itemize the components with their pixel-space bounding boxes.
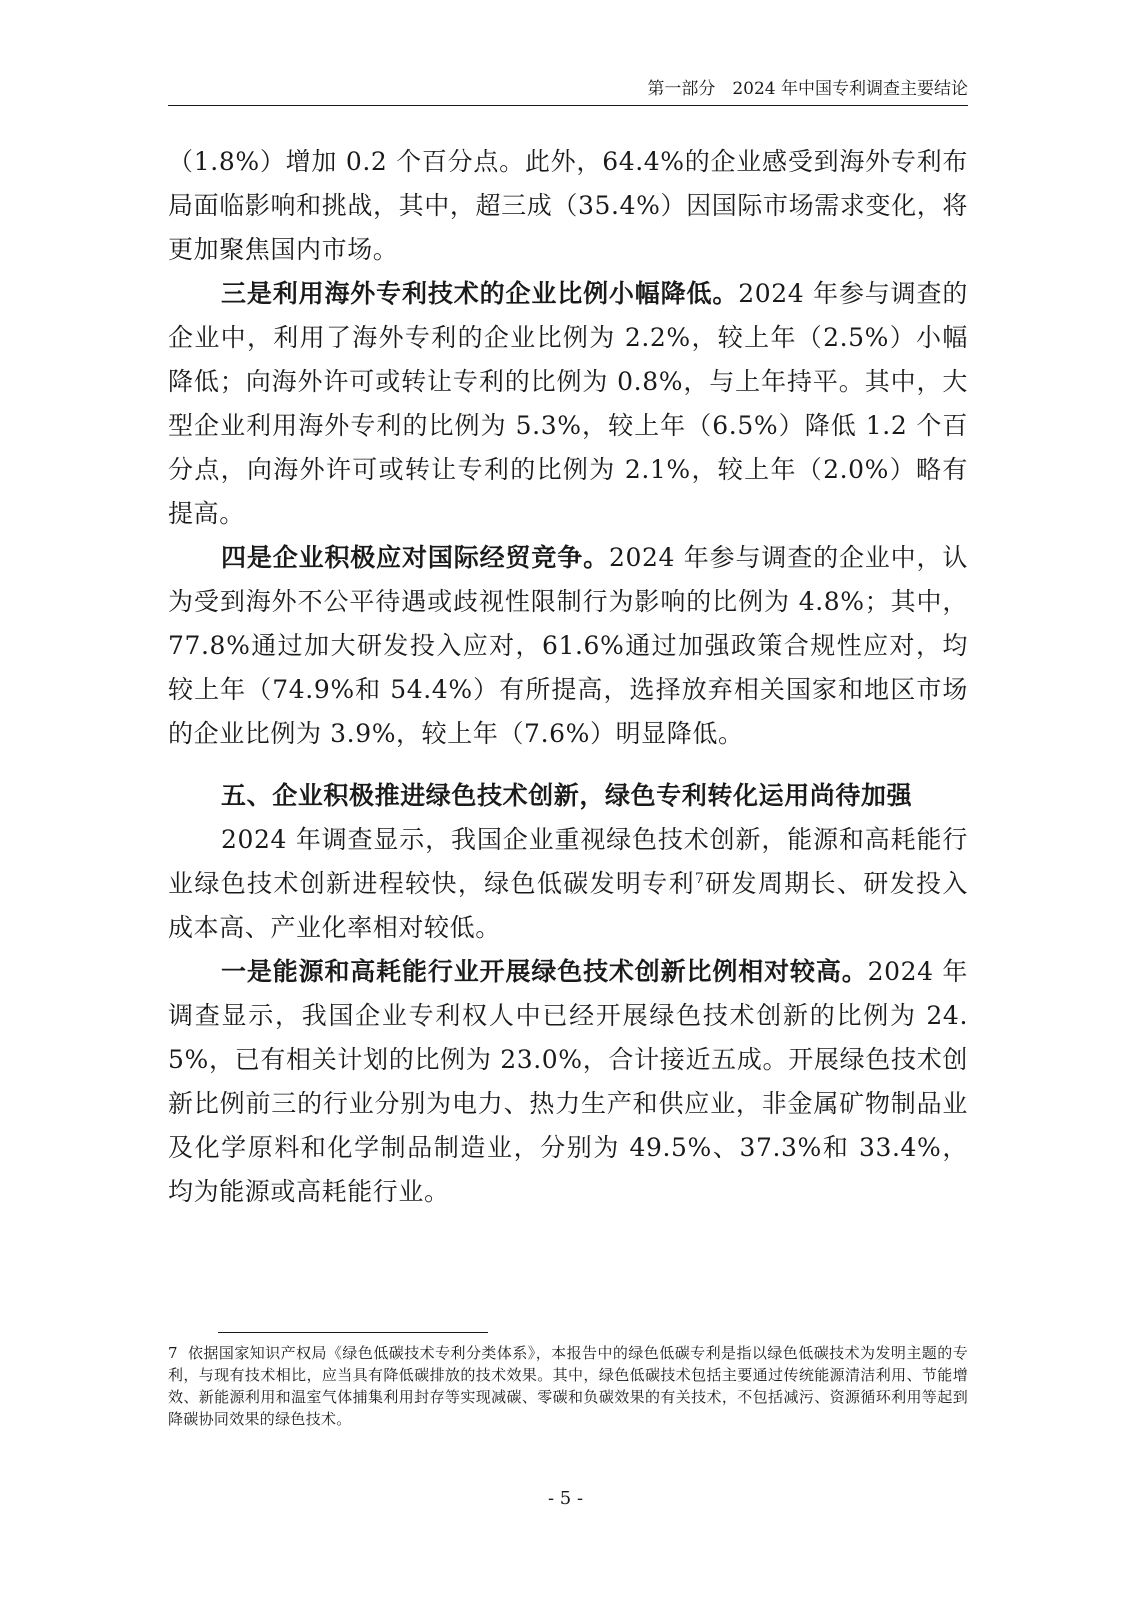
paragraph-text: 研发周期长、研发投入成本高、产业化率相对较低。 bbox=[168, 869, 968, 942]
paragraph-overseas-patent-use bbox=[168, 272, 968, 536]
page-header bbox=[168, 78, 968, 104]
header-divider bbox=[168, 105, 968, 106]
footnote-text: 依据国家知识产权局《绿色低碳技术专利分类体系》，本报告中的绿色低碳专利是指以绿色低碳技术为发明主题的专利，与现有技术相比，应当具有降低碳排放的技术效果。其中，绿色低碳技术包括主要通过传统能源清洁利用、节能增效、新能源利用和温室气体捕集利用封存等实现减碳、零碳和负碳效果的有关技术，不包括减污、资源循环利用等起到降碳协同效果的绿色技术。 bbox=[168, 1344, 968, 1428]
paragraph-text: 2024 年参与调查的企业中，认为受到海外不公平待遇或歧视性限制行为影响的比例为 4.8%；其中，77.8%通过加大研发投入应对，61.6%通过加强政策合规性应对，均较上年（74.9%和 54.4%）有所提高，选择放弃相关国家和地区市场的企业比例为 3.9%，较上年（7.6%）明显降低。 bbox=[168, 543, 968, 748]
paragraph-lead-bold: 三是利用海外专利技术的企业比例小幅降低。 bbox=[221, 279, 739, 308]
footnote-divider bbox=[218, 1332, 488, 1333]
footnote bbox=[168, 1342, 968, 1430]
running-header-title: 第一部分 2024 年中国专利调查主要结论 bbox=[647, 79, 968, 99]
paragraph-text: 2024 年参与调查的企业中，利用了海外专利的企业比例为 2.2%，较上年（2.5%）小幅降低；向海外许可或转让专利的比例为 0.8%，与上年持平。其中，大型企业利用海外专利的比例为 5.3%，较上年（6.5%）降低 1.2 个百分点，向海外许可或转让专利的比例为 2.1%，较上年（2.0%）略有提高。 bbox=[168, 279, 968, 528]
paragraph-green-innovation-intro bbox=[168, 818, 968, 950]
paragraph-energy-industries bbox=[168, 950, 968, 1214]
section-heading: 五、企业积极推进绿色技术创新，绿色专利转化运用尚待加强 bbox=[221, 781, 913, 810]
paragraph-continuation: （1.8%）增加 0.2 个百分点。此外，64.4%的企业感受到海外专利布局面临影响和挑战，其中，超三成（35.4%）因国际市场需求变化，将更加聚焦国内市场。 bbox=[168, 147, 968, 264]
paragraph-lead-bold: 四是企业积极应对国际经贸竞争。 bbox=[221, 543, 609, 572]
page-number: - 5 - bbox=[547, 1488, 584, 1509]
paragraph-trade-competition bbox=[168, 536, 968, 756]
paragraph-text: 2024 年调查显示，我国企业专利权人中已经开展绿色技术创新的比例为 24.5%，已有相关计划的比例为 23.0%，合计接近五成。开展绿色技术创新比例前三的行业分别为电力、热力生产和供应业，非金属矿物制品业及化学原料和化学制品制造业，分别为 49.5%、37.3%和 33.4%，均为能源或高耗能行业。 bbox=[168, 957, 968, 1206]
footnote-number: 7 bbox=[168, 1344, 178, 1362]
footnote-body bbox=[168, 1342, 968, 1430]
paragraph-text: 2024 年调查显示，我国企业重视绿色技术创新，能源和高耗能行业绿色技术创新进程较快，绿色低碳发明专利 bbox=[168, 825, 968, 898]
main-content bbox=[168, 140, 968, 1214]
footnote-reference[interactable]: 7 bbox=[694, 871, 705, 887]
paragraph-lead-bold: 一是能源和高耗能行业开展绿色技术创新比例相对较高。 bbox=[221, 957, 868, 986]
